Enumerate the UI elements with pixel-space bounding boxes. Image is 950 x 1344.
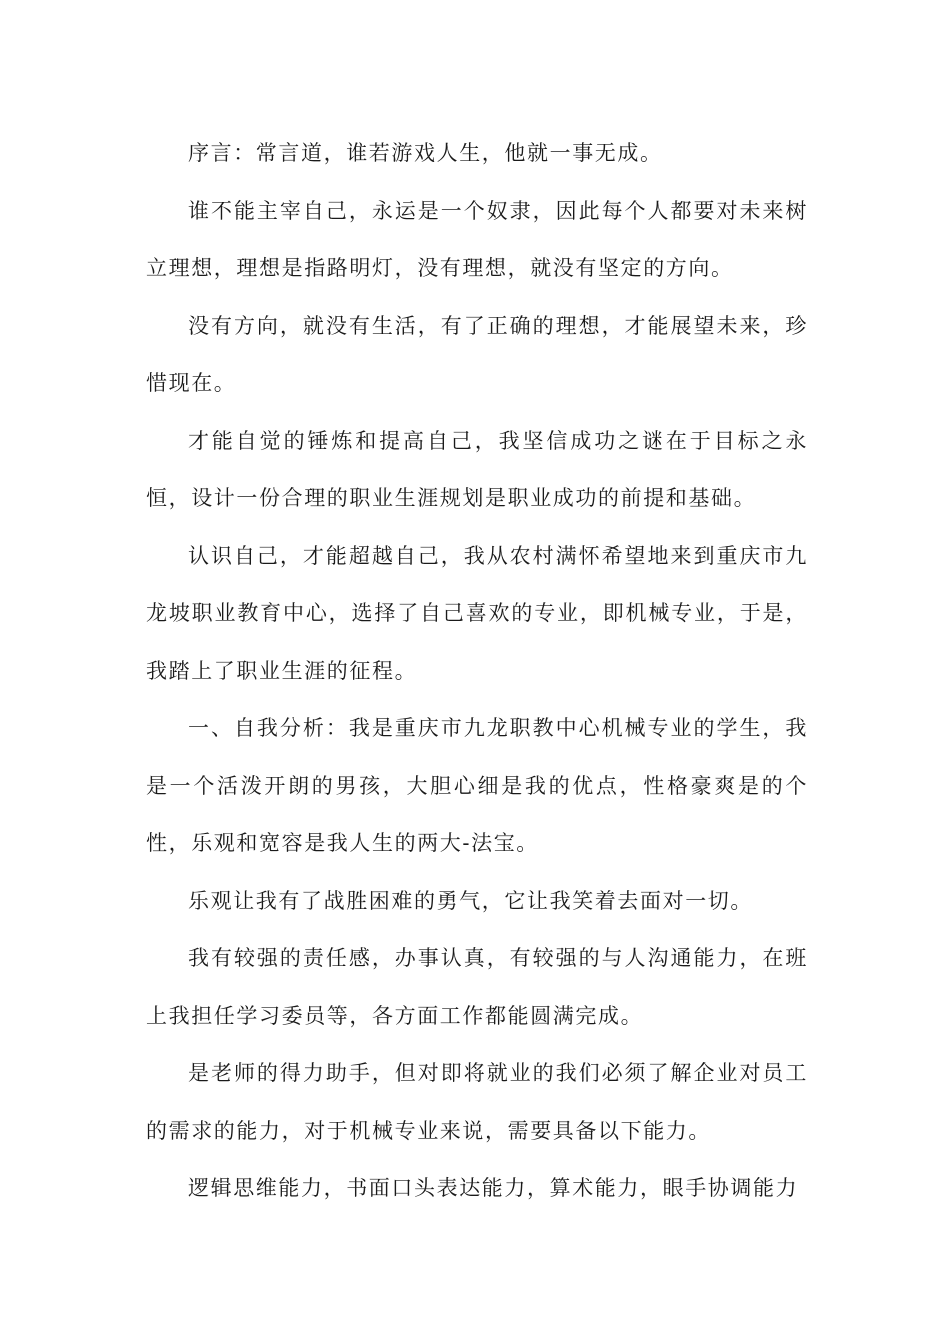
paragraph-abilities: 逻辑思维能力，书面口头表达能力，算术能力，眼手协调能力 <box>188 1176 799 1200</box>
paragraph-direction: 没有方向，就没有生活，有了正确的理想，才能展望未来，珍惜现在。 <box>146 313 808 395</box>
paragraph-career-planning: 才能自觉的锤炼和提高自己，我坚信成功之谜在于目标之永恒，设计一份合理的职业生涯规划是职业成功的前提和基础。 <box>146 428 808 510</box>
paragraph-responsibility: 我有较强的责任感，办事认真，有较强的与人沟通能力，在班上我担任学习委员等，各方面工作都能圆满完成。 <box>146 946 808 1028</box>
document-body <box>146 125 808 1218</box>
paragraph-self-analysis: 一、自我分析：我是重庆市九龙职教中心机械专业的学生，我是一个活泼开朗的男孩，大胆心细是我的优点，性格豪爽是的个性，乐观和宽容是我人生的两大-法宝。 <box>146 716 808 855</box>
paragraph-preface: 序言：常言道，谁若游戏人生，他就一事无成。 <box>188 141 663 165</box>
paragraph-self-mastery: 谁不能主宰自己，永运是一个奴隶，因此每个人都要对未来树立理想，理想是指路明灯，没有理想，就没有坚定的方向。 <box>146 198 808 280</box>
paragraph-employer-needs: 是老师的得力助手，但对即将就业的我们必须了解企业对员工的需求的能力，对于机械专业来说，需要具备以下能力。 <box>146 1061 808 1143</box>
paragraph-know-yourself: 认识自己，才能超越自己，我从农村满怀希望地来到重庆市九龙坡职业教育中心，选择了自己喜欢的专业，即机械专业，于是，我踏上了职业生涯的征程。 <box>146 543 808 683</box>
paragraph-optimism: 乐观让我有了战胜困难的勇气，它让我笑着去面对一切。 <box>188 888 753 913</box>
